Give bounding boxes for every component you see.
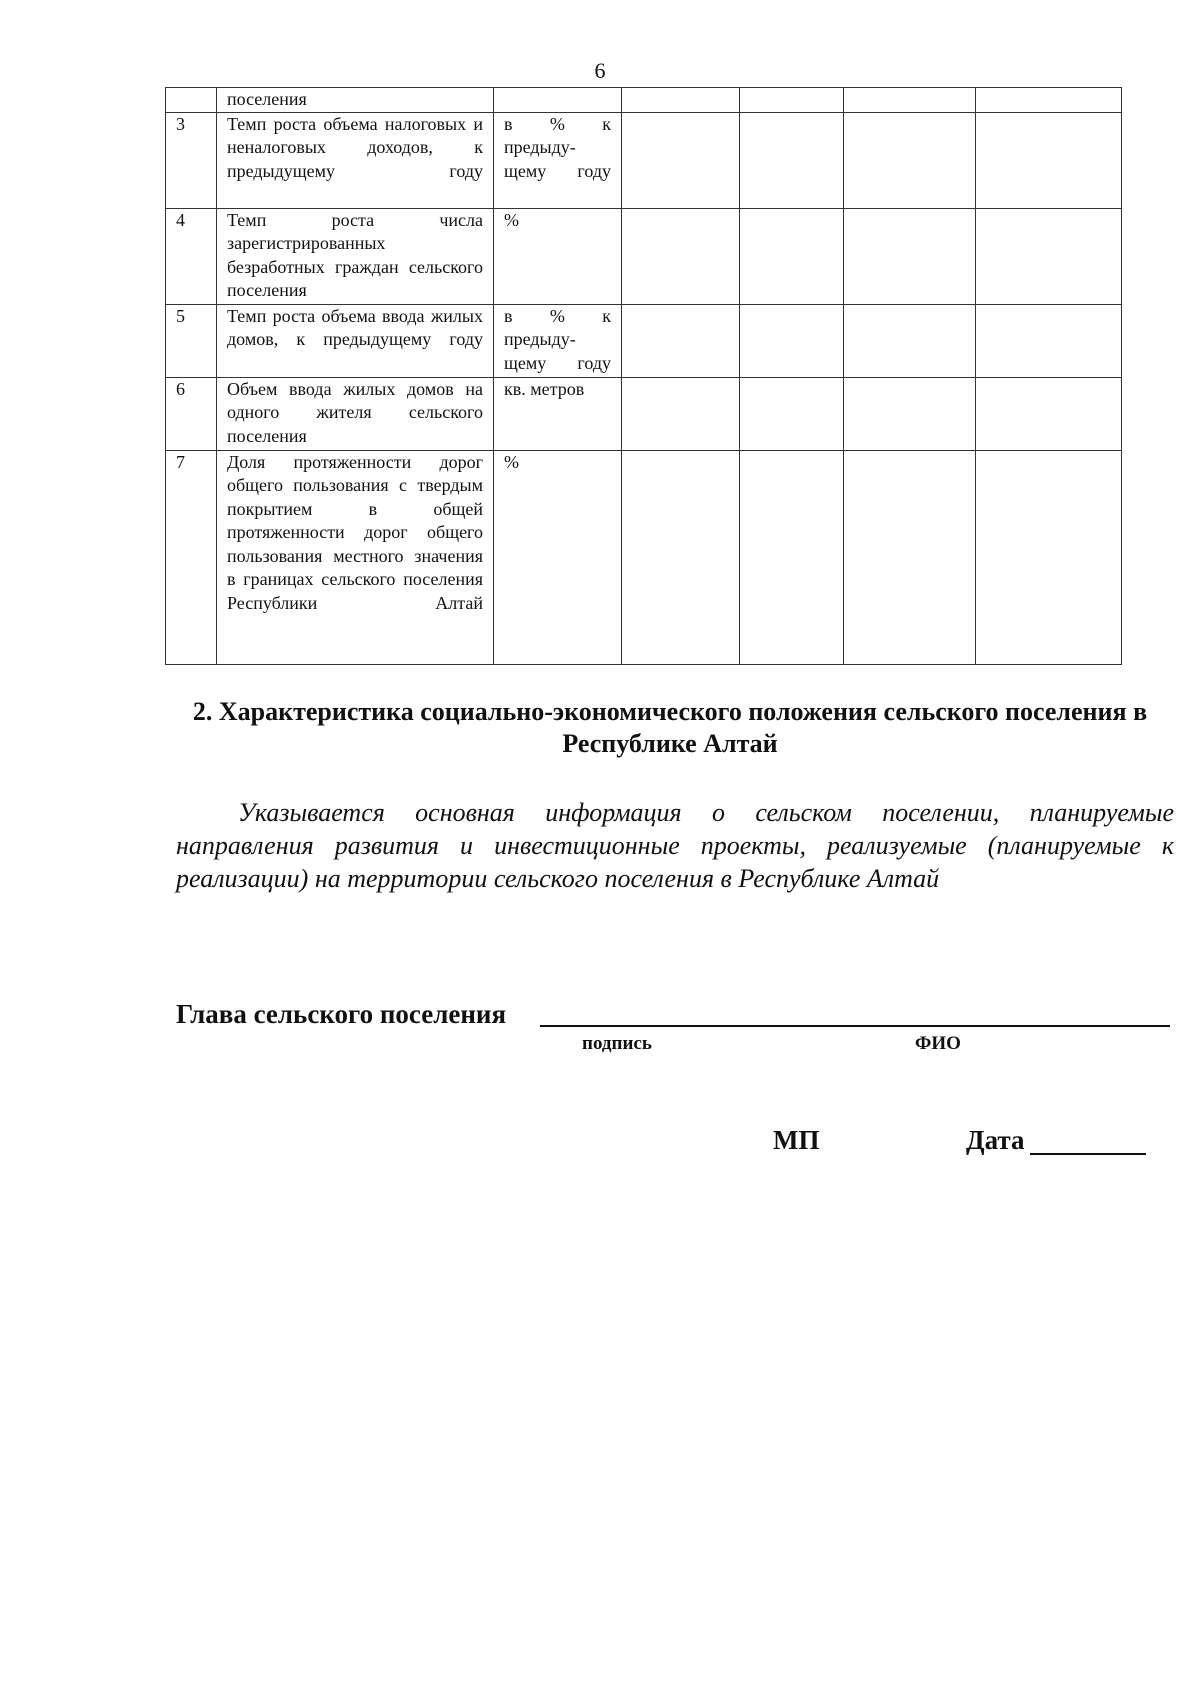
page-number: 6 [594,58,606,83]
indicator-unit: % [494,450,622,664]
value-cell [844,88,976,113]
value-cell [844,377,976,450]
value-cell [976,112,1122,208]
indicator-name: Темп роста объема налоговых и неналоговых доходов, к предыдущему году [217,112,494,208]
value-cell [976,450,1122,664]
indicator-name: Темп роста числа зарегистрированных безработных граждан сельского поселения [217,208,494,304]
value-cell [622,377,740,450]
value-cell [976,304,1122,377]
value-cell [740,208,844,304]
value-cell [740,112,844,208]
value-cell [844,208,976,304]
value-cell [976,88,1122,113]
table-row [166,450,1122,664]
value-cell [844,304,976,377]
value-cell [976,377,1122,450]
indicator-name: Доля протяженности дорог общего пользования с твердым покрытием в общей протяженности дорог общего пользования местного значения в границах сельского поселения Республики Алтай [217,450,494,664]
signature-caption: подпись [582,1033,652,1054]
table-row [166,88,1122,113]
value-cell [622,88,740,113]
table-row [166,304,1122,377]
indicator-unit: % [494,208,622,304]
full-name-caption: ФИО [915,1033,961,1054]
table-row [166,377,1122,450]
section-body-text: Указывается основная информация о сельском поселении, планируемые направления развития и инвестиционные проекты, реализуемые (планируемые к реализации) на территории сельского поселения в Республике Алтай [176,798,1174,893]
indicator-unit: в % к предыду-щему году [494,112,622,208]
value-cell [622,450,740,664]
indicator-name: Объем ввода жилых домов на одного жителя сельского поселения [217,377,494,450]
row-number: 4 [166,208,217,304]
value-cell [622,208,740,304]
value-cell [622,112,740,208]
table-row [166,208,1122,304]
value-cell [740,377,844,450]
row-number [166,88,217,113]
date-line [1030,1153,1146,1155]
stamp-place-label: МП [773,1125,820,1155]
section-title: 2. Характеристика социально-экономического положения сельского поселения в Республике Алтай [192,697,1148,758]
value-cell [976,208,1122,304]
signature-line [540,1025,1170,1027]
indicator-unit: в % к предыду-щему году [494,304,622,377]
value-cell [740,450,844,664]
date-label: Дата [966,1125,1025,1155]
value-cell [844,112,976,208]
indicator-name: поселения [217,88,494,113]
indicators-table [165,87,1122,665]
row-number: 7 [166,450,217,664]
indicator-name: Темп роста объема ввода жилых домов, к предыдущему году [217,304,494,377]
value-cell [844,450,976,664]
value-cell [740,88,844,113]
table-row [166,112,1122,208]
head-of-settlement-label: Глава сельского поселения [176,999,507,1029]
value-cell [740,304,844,377]
row-number: 6 [166,377,217,450]
row-number: 5 [166,304,217,377]
value-cell [622,304,740,377]
row-number: 3 [166,112,217,208]
indicator-unit [494,88,622,113]
indicator-unit: кв. метров [494,377,622,450]
